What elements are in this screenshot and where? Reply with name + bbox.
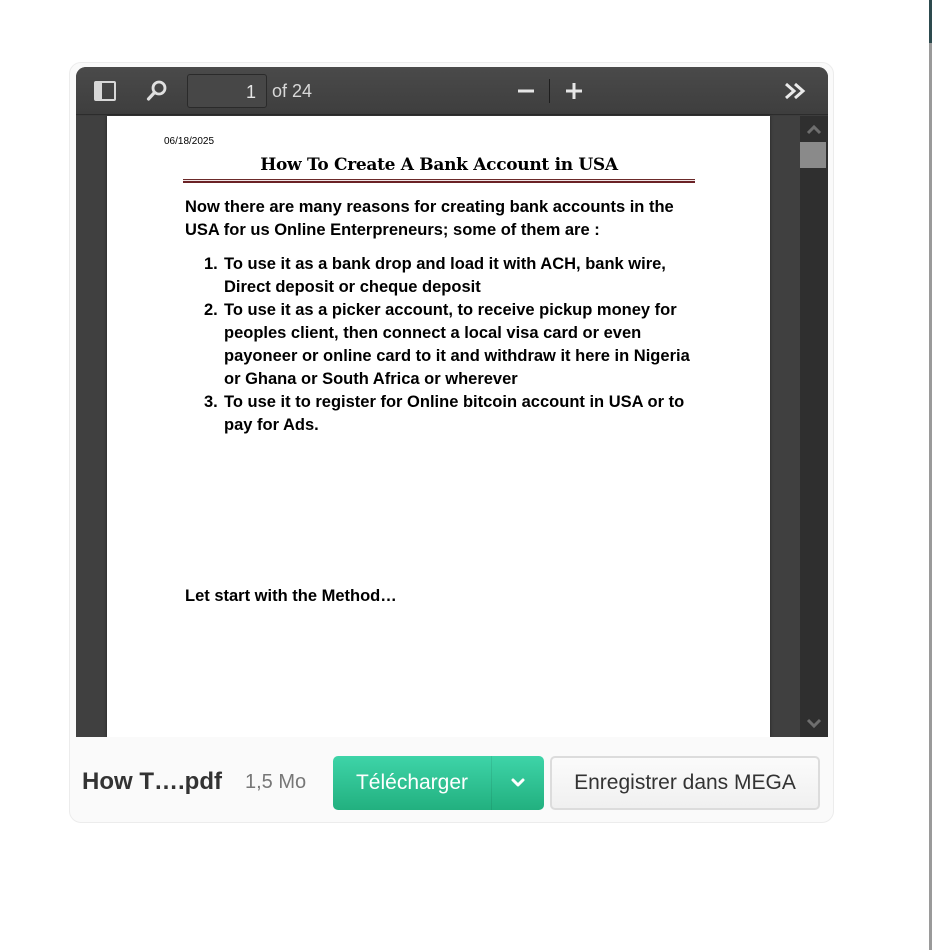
list-item-number: 1. [204, 255, 218, 273]
document-body [185, 196, 705, 437]
list-item-number: 2. [204, 301, 218, 319]
document-canvas[interactable] [76, 116, 800, 737]
pdf-toolbar [76, 67, 828, 115]
toolbar-separator [549, 79, 550, 103]
save-to-mega-button[interactable]: Enregistrer dans MEGA [550, 756, 820, 810]
download-options-button[interactable] [491, 756, 544, 810]
download-button[interactable]: Télécharger [355, 771, 469, 794]
page-date: 06/18/2025 [164, 136, 215, 147]
scroll-down-button[interactable] [800, 713, 828, 735]
list-item [185, 253, 705, 299]
method-heading: Let start with the Method… [185, 587, 397, 605]
pdf-page [107, 116, 770, 737]
reasons-list [185, 253, 705, 437]
list-item-text: To use it as a picker account, to receive pickup money for peoples client, then connect a local visa card or even payoneer or online card to it and withdraw it here in Nigeria or Ghana or South Africa or wherever [224, 301, 690, 388]
chevron-up-icon [806, 123, 822, 135]
list-item-text: To use it to register for Online bitcoin account in USA or to pay for Ads. [224, 393, 685, 434]
scrollbar-thumb[interactable] [800, 142, 826, 168]
file-info-bar [70, 738, 833, 822]
minus-icon [516, 81, 536, 101]
intro-paragraph: Now there are many reasons for creating bank accounts in the USA for us Online Enterpreneurs; some of them are : [185, 198, 674, 239]
list-item [185, 299, 705, 391]
chevron-down-icon [806, 718, 822, 730]
page-number-input[interactable]: 1 [187, 74, 267, 108]
download-button-group [333, 756, 544, 810]
zoom-in-button[interactable] [560, 79, 588, 103]
sidebar-panel-icon [94, 81, 116, 101]
list-item-number: 3. [204, 393, 218, 411]
zoom-out-button[interactable] [512, 79, 540, 103]
tools-menu-button[interactable] [780, 79, 812, 103]
pdf-viewer [76, 67, 828, 737]
file-name: How T….pdf [82, 768, 222, 795]
file-size: 1,5 Mo [245, 771, 307, 793]
list-item-text: To use it as a bank drop and load it with ACH, bank wire, Direct deposit or cheque deposit [224, 255, 666, 296]
double-chevron-right-icon [783, 81, 809, 101]
vertical-scrollbar[interactable] [800, 116, 828, 737]
document-title: How To Create A Bank Account in USA [260, 155, 618, 175]
plus-icon [564, 81, 584, 101]
search-icon [145, 79, 169, 103]
title-underline [183, 179, 695, 183]
find-button[interactable] [144, 78, 170, 104]
page-count-label: of 24 [272, 81, 313, 101]
sidebar-toggle-button[interactable] [92, 79, 118, 103]
chevron-down-icon [510, 777, 526, 789]
scroll-up-button[interactable] [800, 118, 828, 140]
list-item [185, 391, 705, 437]
